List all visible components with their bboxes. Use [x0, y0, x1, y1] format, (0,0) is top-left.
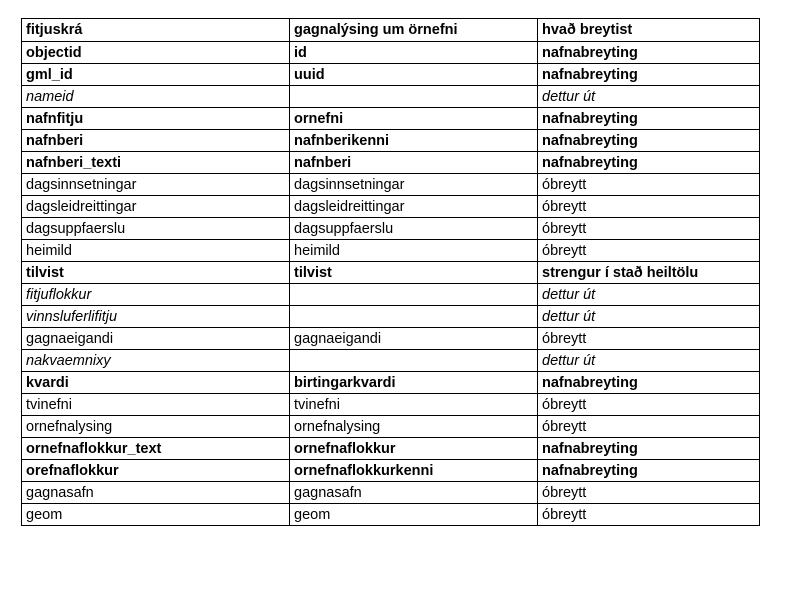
fitjuskra-cell: gagnaeigandi	[22, 328, 290, 350]
gagnalysing-cell	[290, 86, 538, 108]
table-row	[22, 86, 760, 108]
fitjuskra-cell: fitjuflokkur	[22, 284, 290, 306]
fitjuskra-cell: tilvist	[22, 262, 290, 284]
gagnalysing-cell: gagnaeigandi	[290, 328, 538, 350]
fitjuskra-cell: nameid	[22, 86, 290, 108]
table-row	[22, 416, 760, 438]
gagnalysing-cell: nafnberi	[290, 152, 538, 174]
breyting-cell: nafnabreyting	[538, 64, 760, 86]
table-row	[22, 218, 760, 240]
table-row	[22, 372, 760, 394]
table-row	[22, 328, 760, 350]
breyting-cell: óbreytt	[538, 196, 760, 218]
fitjuskra-cell: gagnasafn	[22, 482, 290, 504]
breyting-cell: dettur út	[538, 350, 760, 372]
fitjuskra-cell: dagsinnsetningar	[22, 174, 290, 196]
table-row	[22, 130, 760, 152]
gagnalysing-cell: nafnberikenni	[290, 130, 538, 152]
field-mapping-table	[21, 18, 760, 526]
header-gagnalysing: gagnalýsing um örnefni	[290, 19, 538, 42]
gagnalysing-cell	[290, 284, 538, 306]
gagnalysing-cell: tvinefni	[290, 394, 538, 416]
gagnalysing-cell	[290, 306, 538, 328]
header-hvad-breytist: hvað breytist	[538, 19, 760, 42]
fitjuskra-cell: heimild	[22, 240, 290, 262]
fitjuskra-cell: tvinefni	[22, 394, 290, 416]
table-row	[22, 438, 760, 460]
breyting-cell: óbreytt	[538, 394, 760, 416]
table-row	[22, 64, 760, 86]
gagnalysing-cell: tilvist	[290, 262, 538, 284]
fitjuskra-cell: nafnfitju	[22, 108, 290, 130]
gagnalysing-cell: id	[290, 42, 538, 64]
breyting-cell: nafnabreyting	[538, 152, 760, 174]
breyting-cell: dettur út	[538, 284, 760, 306]
table-row	[22, 42, 760, 64]
fitjuskra-cell: vinnsluferlifitju	[22, 306, 290, 328]
field-mapping-table-container	[21, 18, 759, 526]
fitjuskra-cell: dagsleidreittingar	[22, 196, 290, 218]
gagnalysing-cell: ornefnaflokkur	[290, 438, 538, 460]
breyting-cell: dettur út	[538, 86, 760, 108]
gagnalysing-cell: uuid	[290, 64, 538, 86]
gagnalysing-cell: ornefnaflokkurkenni	[290, 460, 538, 482]
gagnalysing-cell	[290, 350, 538, 372]
table-row	[22, 152, 760, 174]
breyting-cell: óbreytt	[538, 482, 760, 504]
fitjuskra-cell: ornefnaflokkur_text	[22, 438, 290, 460]
breyting-cell: óbreytt	[538, 218, 760, 240]
gagnalysing-cell: birtingarkvardi	[290, 372, 538, 394]
table-row	[22, 284, 760, 306]
table-body	[22, 42, 760, 526]
table-row	[22, 394, 760, 416]
table-header-row	[22, 19, 760, 42]
gagnalysing-cell: heimild	[290, 240, 538, 262]
breyting-cell: óbreytt	[538, 504, 760, 526]
fitjuskra-cell: gml_id	[22, 64, 290, 86]
table-row	[22, 262, 760, 284]
breyting-cell: óbreytt	[538, 174, 760, 196]
table-row	[22, 174, 760, 196]
gagnalysing-cell: dagsuppfaerslu	[290, 218, 538, 240]
table-row	[22, 350, 760, 372]
fitjuskra-cell: nakvaemnixy	[22, 350, 290, 372]
breyting-cell: óbreytt	[538, 416, 760, 438]
breyting-cell: nafnabreyting	[538, 130, 760, 152]
fitjuskra-cell: nafnberi	[22, 130, 290, 152]
breyting-cell: strengur í stað heiltölu	[538, 262, 760, 284]
gagnalysing-cell: geom	[290, 504, 538, 526]
fitjuskra-cell: dagsuppfaerslu	[22, 218, 290, 240]
breyting-cell: nafnabreyting	[538, 42, 760, 64]
table-row	[22, 306, 760, 328]
table-row	[22, 460, 760, 482]
table-row	[22, 504, 760, 526]
fitjuskra-cell: geom	[22, 504, 290, 526]
gagnalysing-cell: gagnasafn	[290, 482, 538, 504]
fitjuskra-cell: kvardi	[22, 372, 290, 394]
breyting-cell: nafnabreyting	[538, 372, 760, 394]
table-row	[22, 108, 760, 130]
gagnalysing-cell: ornefnalysing	[290, 416, 538, 438]
breyting-cell: nafnabreyting	[538, 460, 760, 482]
gagnalysing-cell: dagsinnsetningar	[290, 174, 538, 196]
breyting-cell: nafnabreyting	[538, 108, 760, 130]
breyting-cell: dettur út	[538, 306, 760, 328]
fitjuskra-cell: ornefnalysing	[22, 416, 290, 438]
table-row	[22, 196, 760, 218]
gagnalysing-cell: dagsleidreittingar	[290, 196, 538, 218]
fitjuskra-cell: orefnaflokkur	[22, 460, 290, 482]
gagnalysing-cell: ornefni	[290, 108, 538, 130]
table-row	[22, 240, 760, 262]
breyting-cell: nafnabreyting	[538, 438, 760, 460]
table-row	[22, 482, 760, 504]
fitjuskra-cell: nafnberi_texti	[22, 152, 290, 174]
fitjuskra-cell: objectid	[22, 42, 290, 64]
breyting-cell: óbreytt	[538, 328, 760, 350]
header-fitjuskra: fitjuskrá	[22, 19, 290, 42]
breyting-cell: óbreytt	[538, 240, 760, 262]
